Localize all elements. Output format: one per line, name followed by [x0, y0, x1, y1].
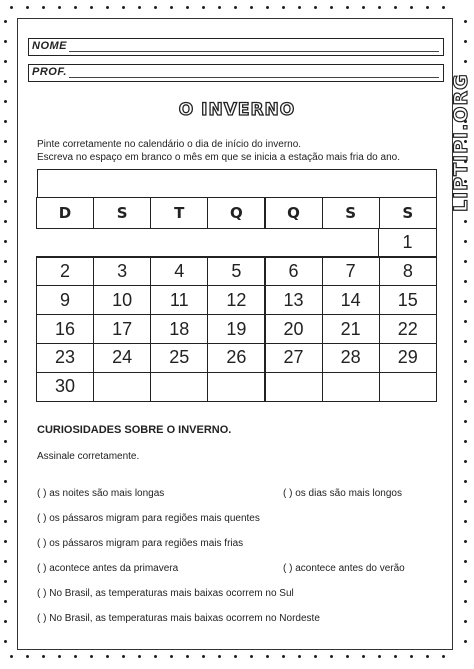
page-title: O INVERNO [178, 100, 296, 120]
border-dot [42, 6, 45, 9]
border-dot [464, 320, 467, 323]
weekday-cell: S [379, 197, 437, 229]
border-dot [266, 6, 269, 9]
day-cell[interactable] [322, 372, 380, 402]
border-dot [442, 655, 445, 658]
border-dot [346, 6, 349, 9]
nome-line [69, 51, 439, 52]
empty-cell [36, 228, 379, 258]
day-cell[interactable]: 11 [150, 285, 208, 315]
border-dot [4, 200, 7, 203]
border-dot [154, 655, 157, 658]
day-cell[interactable] [207, 372, 265, 402]
border-dot [74, 6, 77, 9]
border-dot [10, 6, 13, 9]
border-dot [464, 360, 467, 363]
prof-field[interactable] [28, 64, 444, 82]
border-dot [362, 655, 365, 658]
border-dot [298, 655, 301, 658]
border-dot [42, 655, 45, 658]
border-dot [4, 180, 7, 183]
day-cell[interactable]: 10 [93, 285, 151, 315]
border-dot [186, 655, 189, 658]
border-dot [4, 380, 7, 383]
border-dot [234, 655, 237, 658]
border-dot [4, 40, 7, 43]
day-cell[interactable]: 26 [207, 343, 265, 373]
border-dot [314, 6, 317, 9]
border-dot [202, 6, 205, 9]
day-cell[interactable]: 23 [36, 343, 94, 373]
border-dot [106, 655, 109, 658]
border-dot [464, 240, 467, 243]
border-dot [378, 6, 381, 9]
border-dot [4, 240, 7, 243]
border-dot [170, 6, 173, 9]
weekday-row [37, 198, 437, 229]
border-dot [4, 120, 7, 123]
weekday-cell: S [93, 197, 151, 229]
prof-line [69, 77, 439, 78]
border-dot [464, 560, 467, 563]
border-dot [74, 655, 77, 658]
option-item[interactable]: ( ) os dias são mais longos [283, 488, 402, 499]
week-row [37, 315, 437, 344]
day-cell[interactable]: 18 [150, 314, 208, 344]
week-row [37, 258, 437, 287]
day-cell[interactable] [379, 372, 437, 402]
day-cell[interactable]: 6 [264, 256, 322, 286]
prof-label: PROF. [32, 66, 67, 78]
border-dot [4, 500, 7, 503]
day-cell[interactable] [150, 372, 208, 402]
border-dot [4, 620, 7, 623]
border-dot [4, 360, 7, 363]
border-dot [464, 500, 467, 503]
border-dot [138, 6, 141, 9]
border-dot [4, 640, 7, 643]
day-cell[interactable]: 27 [264, 343, 322, 373]
brand-watermark [447, 22, 474, 222]
border-dot [218, 655, 221, 658]
day-cell[interactable]: 15 [379, 285, 437, 315]
week-row [37, 344, 437, 373]
border-dot [394, 6, 397, 9]
border-dot [464, 600, 467, 603]
option-item[interactable]: ( ) as noites são mais longas [37, 488, 165, 499]
border-dot [4, 600, 7, 603]
border-dot [90, 655, 93, 658]
border-dot [464, 400, 467, 403]
dotted-border-top [10, 6, 450, 12]
border-dot [218, 6, 221, 9]
border-dot [410, 6, 413, 9]
border-dot [426, 655, 429, 658]
day-cell[interactable]: 17 [93, 314, 151, 344]
day-cell[interactable]: 19 [207, 314, 265, 344]
border-dot [4, 280, 7, 283]
day-cell[interactable]: 22 [379, 314, 437, 344]
border-dot [58, 655, 61, 658]
border-dot [202, 655, 205, 658]
nome-field[interactable] [28, 38, 444, 56]
day-cell[interactable]: 13 [264, 285, 322, 315]
border-dot [464, 420, 467, 423]
border-dot [394, 655, 397, 658]
border-dot [426, 6, 429, 9]
option-item[interactable]: ( ) acontece antes da primavera [37, 563, 179, 574]
border-dot [4, 160, 7, 163]
day-cell[interactable]: 28 [322, 343, 380, 373]
border-dot [106, 6, 109, 9]
month-write-box[interactable] [37, 169, 437, 198]
border-dot [410, 655, 413, 658]
border-dot [122, 655, 125, 658]
border-dot [250, 655, 253, 658]
day-cell[interactable]: 5 [207, 256, 265, 286]
border-dot [378, 655, 381, 658]
option-item[interactable]: ( ) os pássaros migram para regiões mais quentes [37, 513, 260, 524]
instruction-line-2: Escreva no espaço em branco o mês em que se inicia a estação mais fria do ano. [37, 152, 400, 163]
border-dot [234, 6, 237, 9]
day-cell[interactable] [93, 372, 151, 402]
week-row [37, 286, 437, 315]
brand-text: LIPTIPI.ORG [450, 73, 472, 212]
border-dot [464, 260, 467, 263]
border-dot [464, 480, 467, 483]
border-dot [4, 340, 7, 343]
border-dot [464, 300, 467, 303]
weekday-cell: Q [264, 197, 322, 229]
day-cell[interactable]: 7 [322, 256, 380, 286]
border-dot [330, 655, 333, 658]
weekday-cell: D [36, 197, 94, 229]
border-dot [58, 6, 61, 9]
border-dot [4, 300, 7, 303]
option-item[interactable]: ( ) os pássaros migram para regiões mais frias [37, 538, 244, 549]
page-title-wrapper [0, 100, 474, 120]
border-dot [464, 540, 467, 543]
day-cell[interactable]: 1 [378, 228, 437, 258]
border-dot [4, 220, 7, 223]
border-dot [4, 580, 7, 583]
border-dot [464, 460, 467, 463]
day-cell[interactable]: 30 [36, 372, 94, 402]
border-dot [266, 655, 269, 658]
weekday-cell: T [150, 197, 208, 229]
day-cell[interactable]: 29 [379, 343, 437, 373]
border-dot [4, 260, 7, 263]
border-dot [464, 340, 467, 343]
curiosities-instruction: Assinale corretamente. [37, 451, 140, 462]
border-dot [4, 460, 7, 463]
day-cell[interactable]: 8 [379, 256, 437, 286]
border-dot [4, 440, 7, 443]
week-row [37, 229, 437, 258]
border-dot [26, 6, 29, 9]
border-dot [362, 6, 365, 9]
border-dot [250, 6, 253, 9]
border-dot [282, 655, 285, 658]
border-dot [464, 280, 467, 283]
border-dot [10, 655, 13, 658]
instructions [37, 138, 400, 164]
border-dot [4, 60, 7, 63]
day-cell[interactable]: 20 [264, 314, 322, 344]
border-dot [464, 520, 467, 523]
day-cell[interactable]: 9 [36, 285, 94, 315]
day-cell[interactable]: 4 [150, 256, 208, 286]
border-dot [26, 655, 29, 658]
border-dot [4, 560, 7, 563]
border-dot [186, 6, 189, 9]
day-cell[interactable]: 14 [322, 285, 380, 315]
nome-label: NOME [32, 40, 67, 52]
option-item[interactable]: ( ) No Brasil, as temperaturas mais baixas ocorrem no Sul [37, 588, 294, 599]
border-dot [346, 655, 349, 658]
calendar [37, 169, 437, 402]
day-cell[interactable]: 21 [322, 314, 380, 344]
border-dot [464, 440, 467, 443]
option-item[interactable]: ( ) acontece antes do verão [283, 563, 405, 574]
border-dot [4, 400, 7, 403]
weekday-cell: S [322, 197, 380, 229]
border-dot [442, 6, 445, 9]
day-cell[interactable]: 24 [93, 343, 151, 373]
border-dot [154, 6, 157, 9]
option-item[interactable]: ( ) No Brasil, as temperaturas mais baixas ocorrem no Nordeste [37, 613, 320, 624]
border-dot [4, 480, 7, 483]
day-cell[interactable]: 12 [207, 285, 265, 315]
border-dot [4, 20, 7, 23]
weekday-cell: Q [207, 197, 265, 229]
border-dot [314, 655, 317, 658]
border-dot [464, 380, 467, 383]
border-dot [330, 6, 333, 9]
border-dot [4, 80, 7, 83]
border-dot [282, 6, 285, 9]
curiosities-heading: CURIOSIDADES SOBRE O INVERNO. [37, 424, 232, 436]
border-dot [4, 420, 7, 423]
day-cell[interactable]: 25 [150, 343, 208, 373]
border-dot [464, 640, 467, 643]
border-dot [298, 6, 301, 9]
border-dot [4, 320, 7, 323]
day-cell[interactable]: 3 [93, 256, 151, 286]
border-dot [4, 520, 7, 523]
border-dot [170, 655, 173, 658]
border-dot [122, 6, 125, 9]
day-cell[interactable]: 2 [36, 256, 94, 286]
border-dot [464, 620, 467, 623]
border-dot [138, 655, 141, 658]
instruction-line-1: Pinte corretamente no calendário o dia de início do inverno. [37, 139, 302, 150]
week-row [37, 373, 437, 402]
dotted-border-bottom [10, 655, 450, 661]
border-dot [90, 6, 93, 9]
day-cell[interactable] [264, 372, 322, 402]
day-cell[interactable]: 16 [36, 314, 94, 344]
border-dot [4, 540, 7, 543]
border-dot [464, 580, 467, 583]
border-dot [4, 140, 7, 143]
